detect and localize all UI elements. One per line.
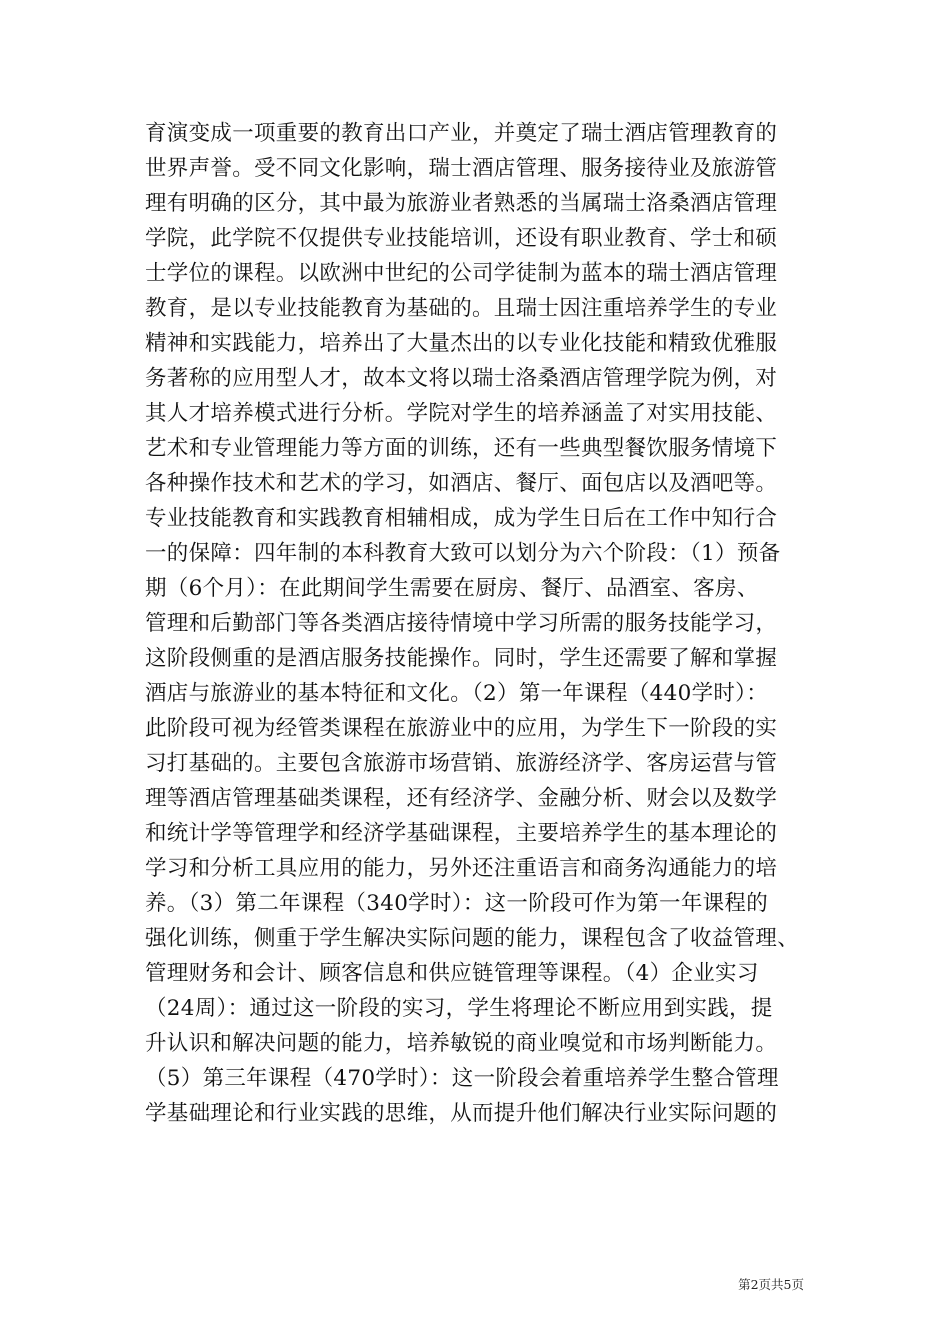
body-line: 学基础理论和行业实践的思维，从而提升他们解决行业实际问题的 (145, 1101, 778, 1126)
body-line: 强化训练，侧重于学生解决实际问题的能力，课程包含了收益管理、 (145, 926, 800, 951)
body-line: 学习和分析工具应用的能力，另外还注重语言和商务沟通能力的培 (145, 856, 778, 881)
body-line: 酒店与旅游业的基本特征和文化。（2）第一年课程（440学时）： (145, 681, 769, 706)
body-line: 学院，此学院不仅提供专业技能培训，还设有职业教育、学士和硕 (145, 226, 778, 251)
body-text (145, 116, 815, 1131)
body-line: 育演变成一项重要的教育出口产业，并奠定了瑞士酒店管理教育的 (145, 121, 778, 146)
body-line: 艺术和专业管理能力等方面的训练，还有一些典型餐饮服务情境下 (145, 436, 778, 461)
body-line: 管理和后勤部门等各类酒店接待情境中学习所需的服务技能学习， (145, 611, 778, 636)
body-line: 其人才培养模式进行分析。学院对学生的培养涵盖了对实用技能、 (145, 401, 778, 426)
body-line: 理有明确的区分，其中最为旅游业者熟悉的当属瑞士洛桑酒店管理 (145, 191, 778, 216)
body-line: 期（6个月）：在此期间学生需要在厨房、餐厅、品酒室、客房、 (145, 576, 759, 601)
body-line: 务著称的应用型人才，故本文将以瑞士洛桑酒店管理学院为例，对 (145, 366, 778, 391)
body-line: 士学位的课程。以欧洲中世纪的公司学徒制为蓝本的瑞士酒店管理 (145, 261, 778, 286)
body-line: 理等酒店管理基础类课程，还有经济学、金融分析、财会以及数学 (145, 786, 778, 811)
body-line: 升认识和解决问题的能力，培养敏锐的商业嗅觉和市场判断能力。 (145, 1031, 778, 1056)
body-line: 世界声誉。受不同文化影响，瑞士酒店管理、服务接待业及旅游管 (145, 156, 778, 181)
body-line: 养。（3）第二年课程（340学时）：这一阶段可作为第一年课程的 (145, 891, 769, 916)
body-line: 管理财务和会计、顾客信息和供应链管理等课程。（4）企业实习 (145, 961, 759, 986)
body-line: （24周）：通过这一阶段的实习，学生将理论不断应用到实践，提 (145, 996, 773, 1021)
body-line: 习打基础的。主要包含旅游市场营销、旅游经济学、客房运营与管 (145, 751, 778, 776)
body-line: 各种操作技术和艺术的学习，如酒店、餐厅、面包店以及酒吧等。 (145, 471, 778, 496)
body-line: 精神和实践能力，培养出了大量杰出的以专业化技能和精致优雅服 (145, 331, 778, 356)
body-line: 此阶段可视为经管类课程在旅游业中的应用，为学生下一阶段的实 (145, 716, 778, 741)
body-line: 一的保障：四年制的本科教育大致可以划分为六个阶段：（1）预备 (145, 541, 781, 566)
body-line: （5）第三年课程（470学时）：这一阶段会着重培养学生整合管理 (145, 1066, 779, 1091)
body-line: 专业技能教育和实践教育相辅相成，成为学生日后在工作中知行合 (145, 506, 778, 531)
body-line: 这阶段侧重的是酒店服务技能操作。同时，学生还需要了解和掌握 (145, 646, 778, 671)
page-number-footer: 第2页共5页 (738, 1277, 804, 1292)
body-line: 和统计学等管理学和经济学基础课程，主要培养学生的基本理论的 (145, 821, 778, 846)
body-line: 教育，是以专业技能教育为基础的。且瑞士因注重培养学生的专业 (145, 296, 778, 321)
